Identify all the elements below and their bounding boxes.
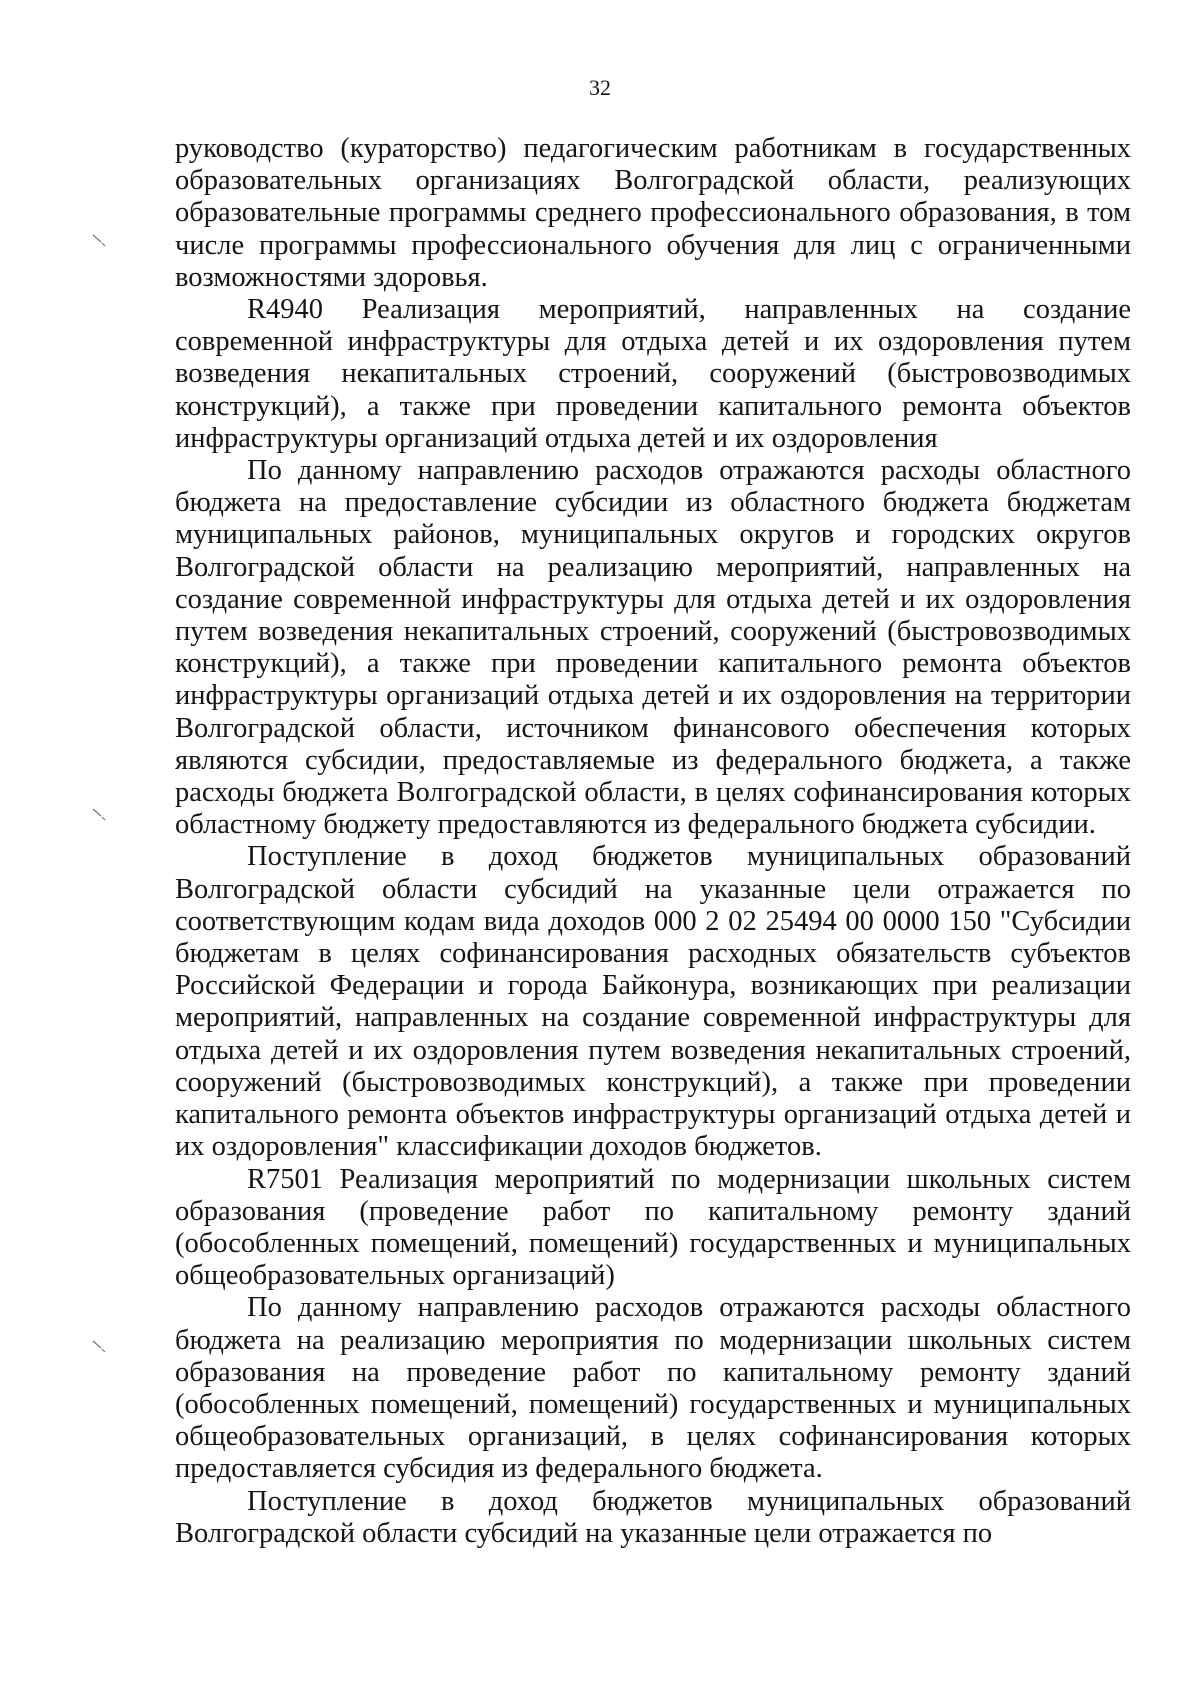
paragraph-r4940-income: Поступление в доход бюджетов муниципальных образований Волгоградской области субсидий на указанные цели отражается по соответствующим кодам вида доходов 000 2 02 25494 00 0000 150 "Субсидии бюджетам в целях софинансирования расходных обязательств субъектов Российской Федерации и города Байконура, возникающих при реализации мероприятий, направленных на создание современной инфраструктуры для отдыха детей и их оздоровления путем возведения некапитальных строений, сооружений (быстровозводимых конструкций), а также при проведении капитального ремонта объектов инфраструктуры организаций отдыха детей и их оздоровления" классификации доходов бюджетов. [175, 841, 1131, 1163]
paragraph-r7501-description: По данному направлению расходов отражаются расходы областного бюджета на реализацию мероприятия по модернизации школьных систем образования на проведение работ по капитальному ремонту зданий (обособленных помещений, помещений) государственных и муниципальных общеобразовательных организаций, в целях софинансирования которых предоставляется субсидия из федерального бюджета. [175, 1292, 1131, 1485]
scan-artifact-mark [92, 808, 108, 822]
paragraph-r4940-heading: R4940 Реализация мероприятий, направленных на создание современной инфраструктуры для отдыха детей и их оздоровления путем возведения некапитальных строений, сооружений (быстровозводимых конструкций), а также при проведении капитального ремонта объектов инфраструктуры организаций отдыха детей и их оздоровления [175, 294, 1131, 454]
paragraph-r7501-income: Поступление в доход бюджетов муниципальных образований Волгоградской области субсидий на указанные цели отражается по [175, 1485, 1131, 1549]
document-body [175, 133, 1131, 1550]
scan-artifact-mark [92, 1340, 108, 1354]
paragraph-r7501-heading: R7501 Реализация мероприятий по модернизации школьных систем образования (проведение работ по капитальному ремонту зданий (обособленных помещений, помещений) государственных и муниципальных общеобразовательных организаций) [175, 1163, 1131, 1292]
paragraph-continuation: руководство (кураторство) педагогическим работникам в государственных образовательных организациях Волгоградской области, реализующих образовательные программы среднего профессионального образования, в том числе программы профессионального обучения для лиц с ограниченными возможностями здоровья. [175, 133, 1131, 293]
scan-artifact-mark [92, 234, 108, 248]
paragraph-r4940-description: По данному направлению расходов отражаются расходы областного бюджета на предоставление субсидии из областного бюджета бюджетам муниципальных районов, муниципальных округов и городских округов Волгоградской области на реализацию мероприятий, направленных на создание современной инфраструктуры для отдыха детей и их оздоровления путем возведения некапитальных строений, сооружений (быстровозводимых конструкций), а также при проведении капитального ремонта объектов инфраструктуры организаций отдыха детей и их оздоровления на территории Волгоградской области, источником финансового обеспечения которых являются субсидии, предоставляемые из федерального бюджета, а также расходы бюджета Волгоградской области, в целях софинансирования которых областному бюджету предоставляются из федерального бюджета субсидии. [175, 455, 1131, 841]
page-number: 32 [589, 75, 611, 100]
